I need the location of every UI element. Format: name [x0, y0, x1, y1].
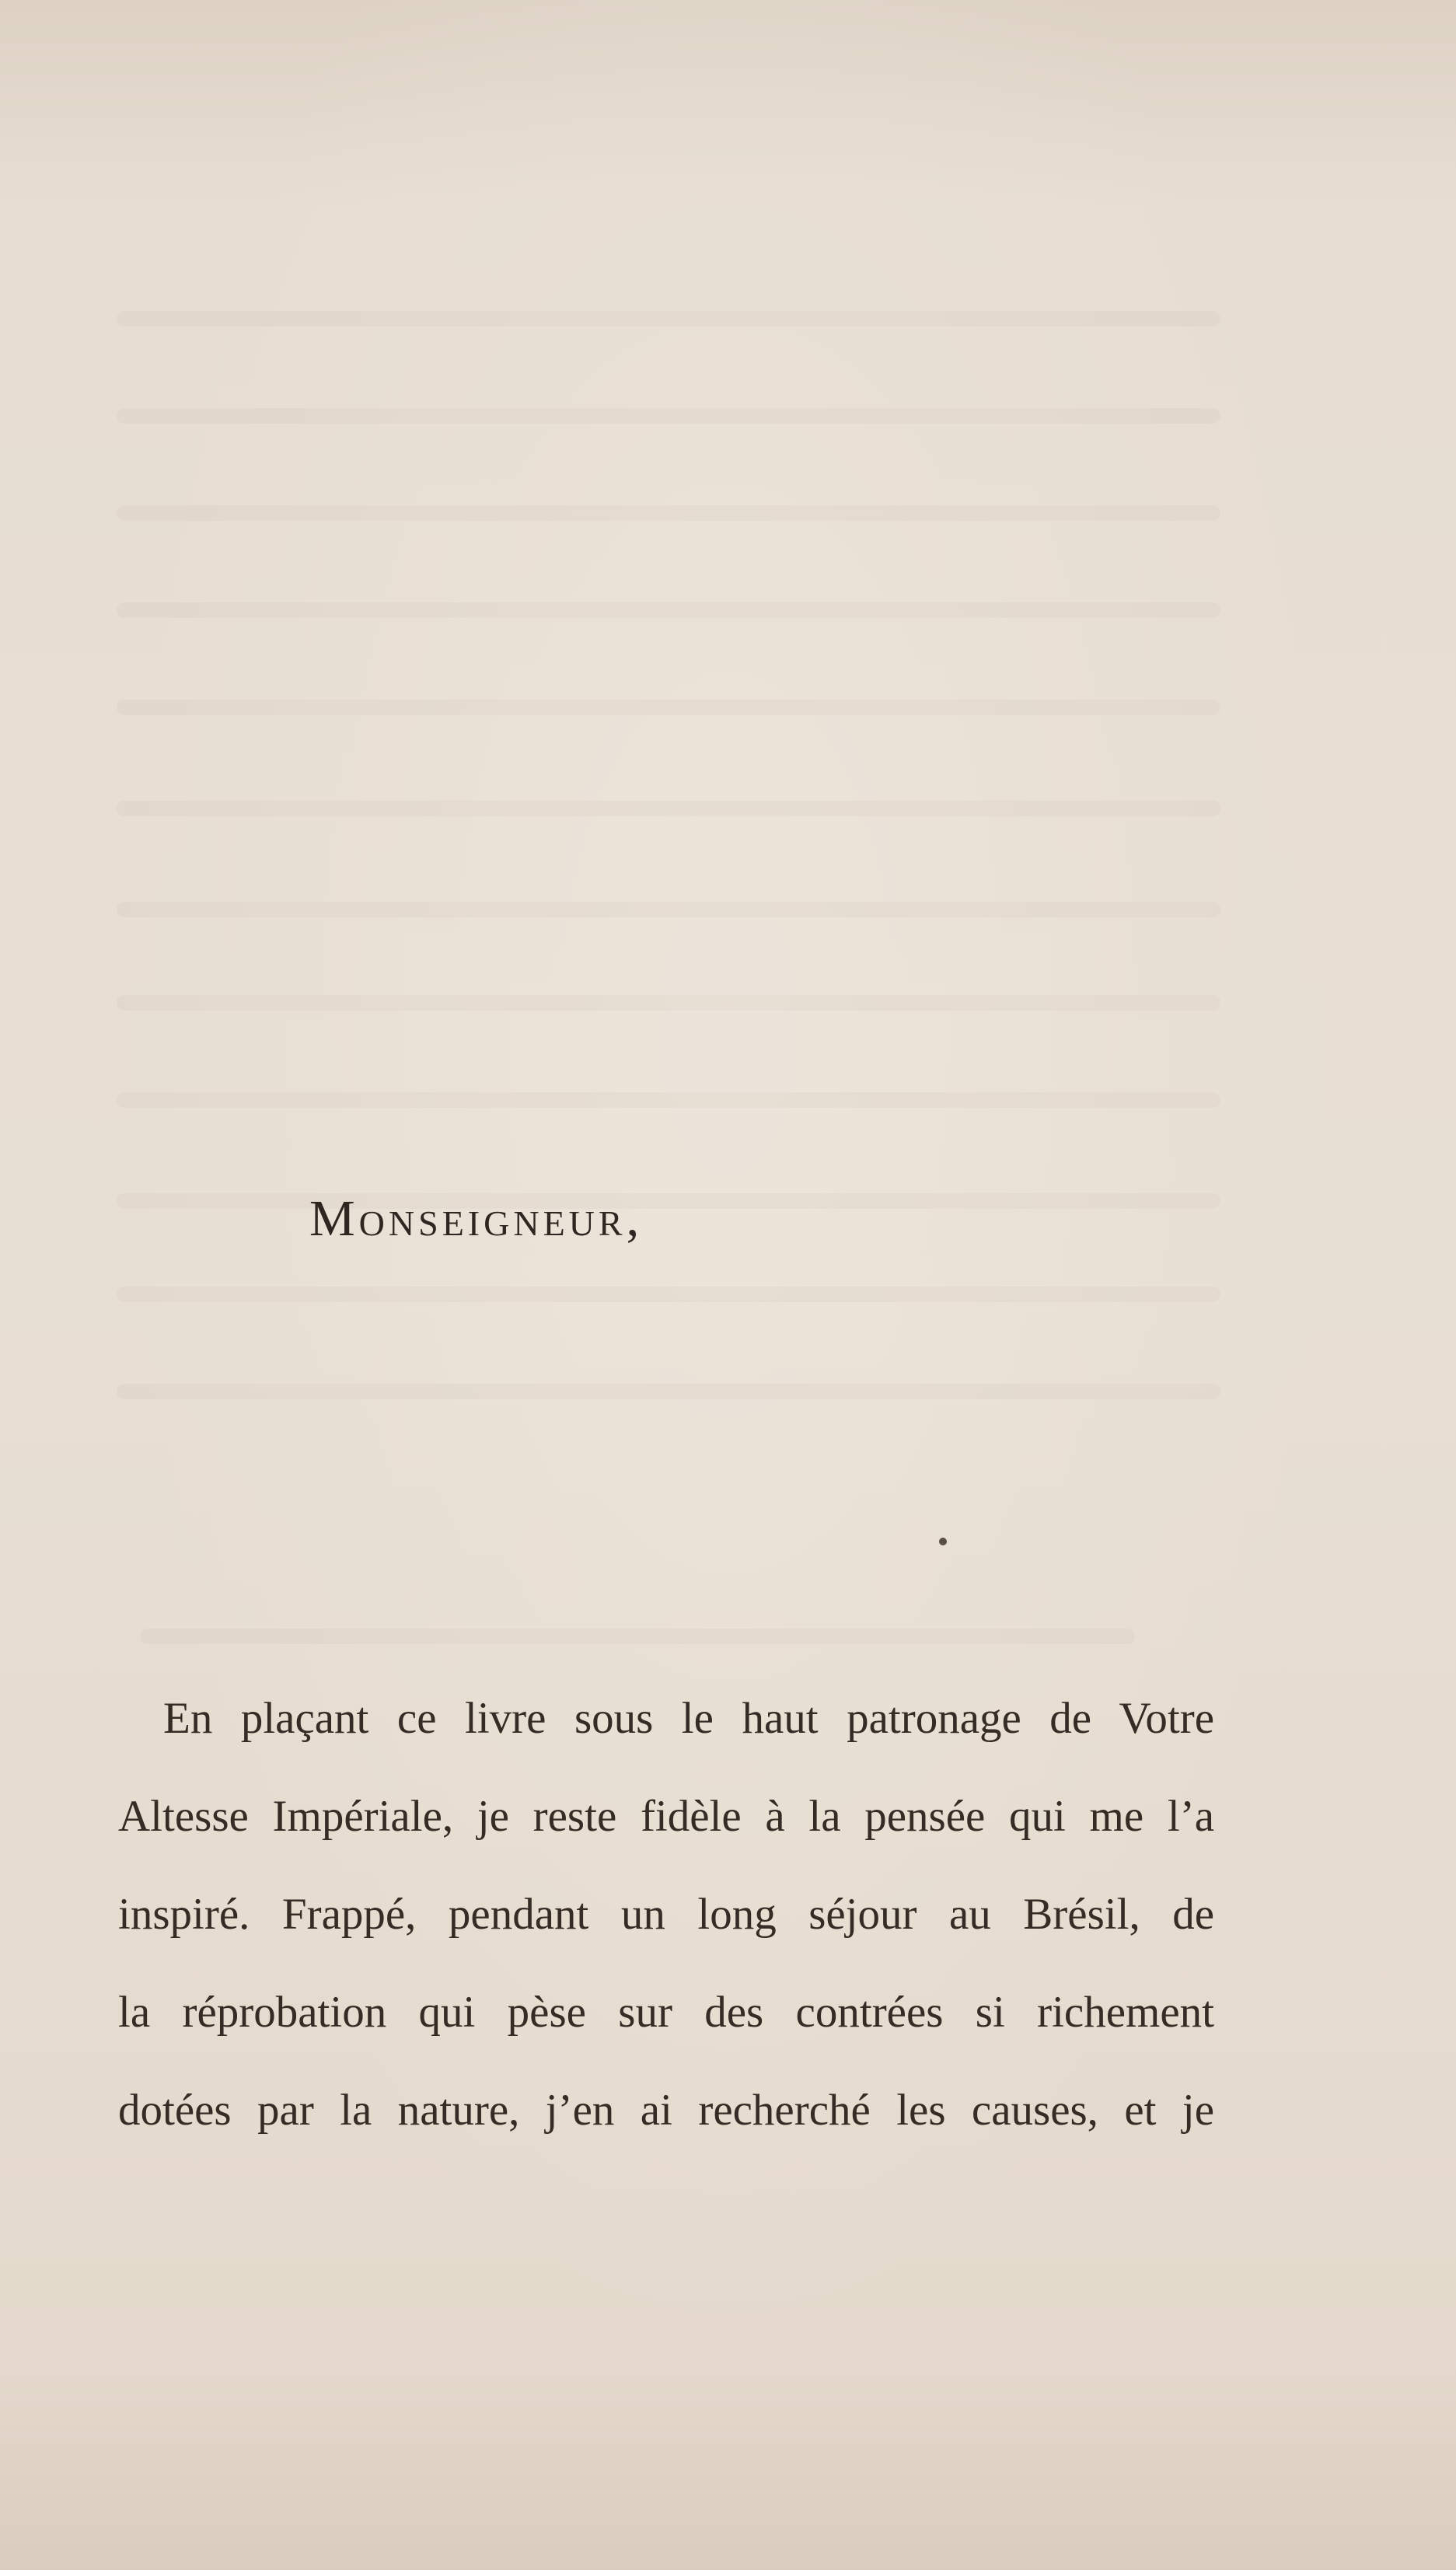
bleed-through-line — [117, 505, 1220, 521]
bleed-through-line — [117, 602, 1220, 618]
ink-speck — [939, 1538, 947, 1545]
body-line: la réprobation qui pèse sur des contrées si richement — [118, 1988, 1214, 2037]
bleed-through-line — [117, 1193, 1220, 1209]
bleed-through-line — [117, 801, 1220, 816]
bleed-through-line — [117, 1384, 1220, 1399]
bleed-through-line — [117, 311, 1220, 326]
body-line: En plaçant ce livre sous le haut patronage de Votre — [163, 1694, 1214, 1743]
bleed-through-line — [117, 995, 1220, 1011]
bleed-through-line — [117, 700, 1220, 715]
bleed-through-line — [117, 408, 1220, 424]
body-line: inspiré. Frappé, pendant un long séjour au Brésil, de — [118, 1890, 1214, 1939]
bleed-through-line — [117, 1287, 1220, 1302]
bleed-through-line — [117, 902, 1220, 917]
body-line: Altesse Impériale, je reste fidèle à la pensée qui me l’a — [118, 1792, 1214, 1841]
body-paragraph — [118, 1670, 1214, 2160]
bleed-through-line — [117, 1092, 1220, 1108]
salutation-heading: Monseigneur, — [309, 1190, 644, 1247]
body-line: dotées par la nature, j’en ai recherché les causes, et je — [118, 2086, 1214, 2135]
bleed-through-line — [140, 1629, 1135, 1644]
